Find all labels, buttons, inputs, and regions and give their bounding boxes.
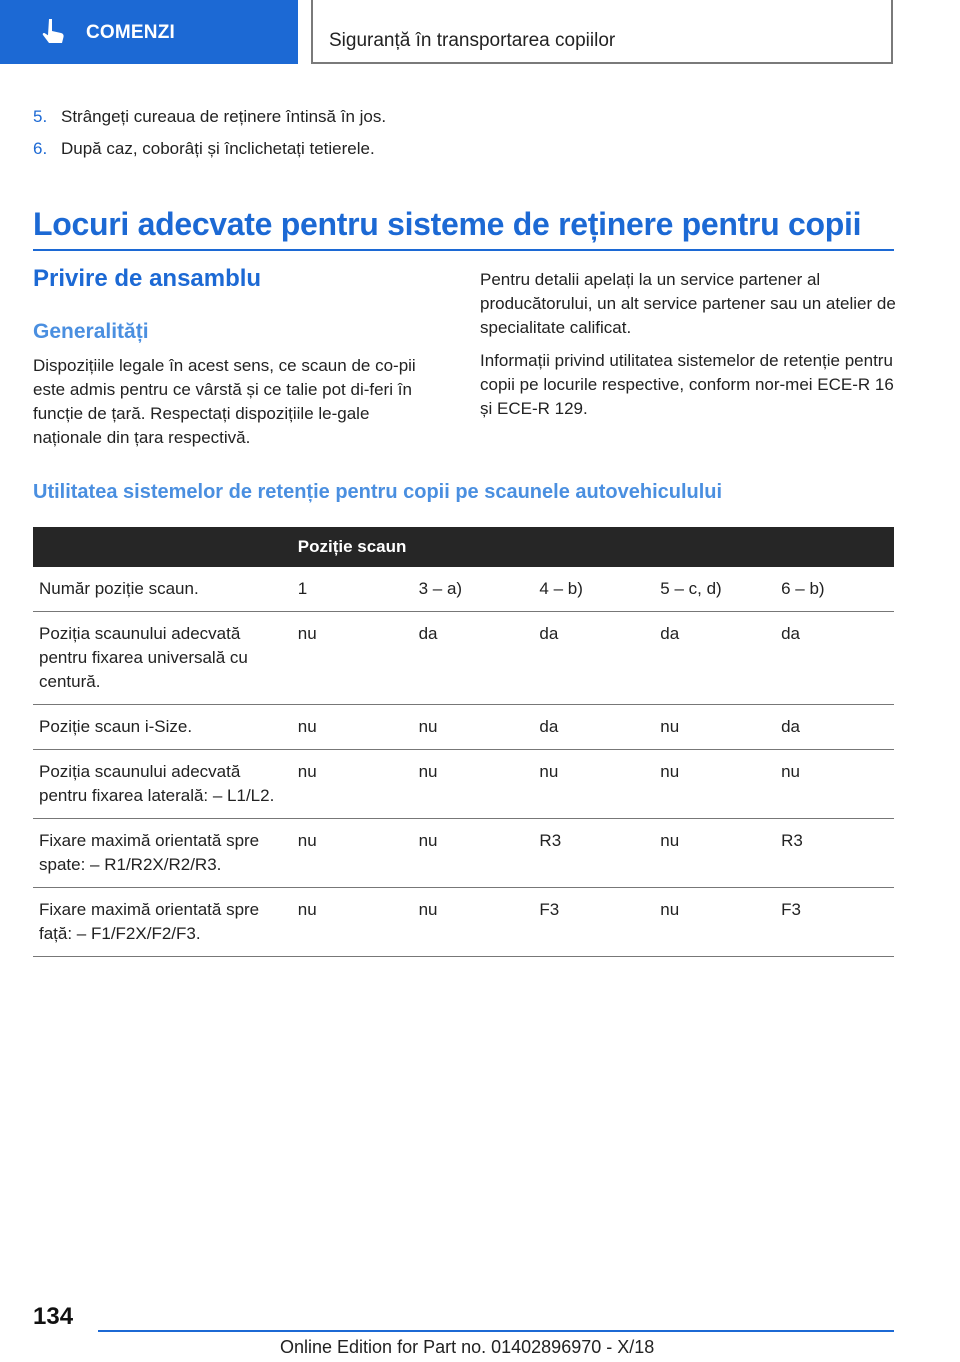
table-cell: Fixare maximă orientată spre spate: – R1/R2X/R2/R3. bbox=[33, 819, 290, 888]
table-row bbox=[33, 567, 894, 612]
section-title: Siguranță în transportarea copiilor bbox=[329, 30, 616, 51]
step-text: După caz, coborâți și înclichetați tetierele. bbox=[61, 139, 375, 158]
table-cell: nu bbox=[531, 750, 652, 819]
service-paragraph: Pentru detalii apelați la un service partener al producătorului, un alt service partener sau un atelier de specialitate calificat. bbox=[480, 270, 896, 337]
table-cell: nu bbox=[411, 888, 532, 957]
table-cell: F3 bbox=[531, 888, 652, 957]
table-header-empty bbox=[33, 527, 290, 567]
edition-footer: Online Edition for Part no. 01402896970 - X/18 bbox=[280, 1337, 655, 1357]
table-cell: nu bbox=[411, 750, 532, 819]
table-cell: 3 – a) bbox=[411, 567, 532, 612]
table-cell: Poziție scaun i-Size. bbox=[33, 705, 290, 750]
step-item bbox=[33, 139, 375, 159]
general-paragraph: Dispozițiile legale în acest sens, ce scaun de co-pii este admis pentru ce vârstă și ce talie pot di-feri în funcție de țară. Respectați dispozițiile le-gale naționale din țara respectivă. bbox=[33, 356, 416, 447]
page-number: 134 bbox=[33, 1303, 74, 1330]
table-cell: nu bbox=[290, 750, 411, 819]
table-cell: da bbox=[652, 612, 773, 705]
table-cell: 5 – c, d) bbox=[652, 567, 773, 612]
table-cell: da bbox=[411, 612, 532, 705]
table-cell: nu bbox=[652, 750, 773, 819]
table-cell: 6 – b) bbox=[773, 567, 894, 612]
table-cell: nu bbox=[411, 819, 532, 888]
table-cell: nu bbox=[290, 819, 411, 888]
table-cell: 4 – b) bbox=[531, 567, 652, 612]
table-cell: nu bbox=[290, 612, 411, 705]
table-cell: 1 bbox=[290, 567, 411, 612]
sub-subheading: Generalități bbox=[33, 320, 149, 343]
seat-suitability-table bbox=[33, 527, 894, 957]
table-cell: R3 bbox=[531, 819, 652, 888]
step-number: 6. bbox=[33, 139, 48, 158]
table-header-label: Poziție scaun bbox=[290, 527, 894, 567]
table-cell: Poziția scaunului adecvată pentru fixarea universală cu centură. bbox=[33, 612, 290, 705]
table-cell: Poziția scaunului adecvată pentru fixarea laterală: – L1/L2. bbox=[33, 750, 290, 819]
table-cell: da bbox=[531, 705, 652, 750]
table-cell: da bbox=[773, 705, 894, 750]
chapter-tab[interactable] bbox=[0, 0, 298, 64]
table-cell: nu bbox=[652, 819, 773, 888]
step-number: 5. bbox=[33, 107, 48, 126]
table-header-row bbox=[33, 527, 894, 567]
table-cell: nu bbox=[773, 750, 894, 819]
table-cell: nu bbox=[411, 705, 532, 750]
table-cell: nu bbox=[290, 705, 411, 750]
table-row bbox=[33, 819, 894, 888]
step-text: Strângeți cureaua de reținere întinsă în jos. bbox=[61, 107, 387, 126]
table-cell: nu bbox=[652, 888, 773, 957]
table-cell: F3 bbox=[773, 888, 894, 957]
table-cell: nu bbox=[652, 705, 773, 750]
step-item bbox=[33, 107, 386, 127]
table-cell: Fixare maximă orientată spre față: – F1/F2X/F2/F3. bbox=[33, 888, 290, 957]
table-cell: da bbox=[531, 612, 652, 705]
table-cell: Număr poziție scaun. bbox=[33, 567, 290, 612]
table-row bbox=[33, 612, 894, 705]
section-title-box bbox=[311, 0, 893, 64]
info-paragraph: Informații privind utilitatea sistemelor de retenție pentru copii pe locurile respective, conform nor-mei ECE-R 16 și ECE-R 129. bbox=[480, 351, 894, 418]
table-cell: R3 bbox=[773, 819, 894, 888]
table-cell: da bbox=[773, 612, 894, 705]
page-heading: Locuri adecvate pentru sisteme de reținere pentru copii bbox=[33, 206, 862, 242]
footer-divider bbox=[98, 1330, 894, 1332]
table-title: Utilitatea sistemelor de retenție pentru copii pe scaunele autovehiculului bbox=[33, 481, 723, 503]
table-row bbox=[33, 750, 894, 819]
table-row bbox=[33, 705, 894, 750]
table-row bbox=[33, 888, 894, 957]
chapter-tab-label: COMENZI bbox=[86, 22, 176, 43]
heading-divider bbox=[33, 249, 894, 251]
hand-pointer-icon bbox=[38, 16, 68, 46]
table-cell: nu bbox=[290, 888, 411, 957]
subheading: Privire de ansamblu bbox=[33, 265, 262, 292]
